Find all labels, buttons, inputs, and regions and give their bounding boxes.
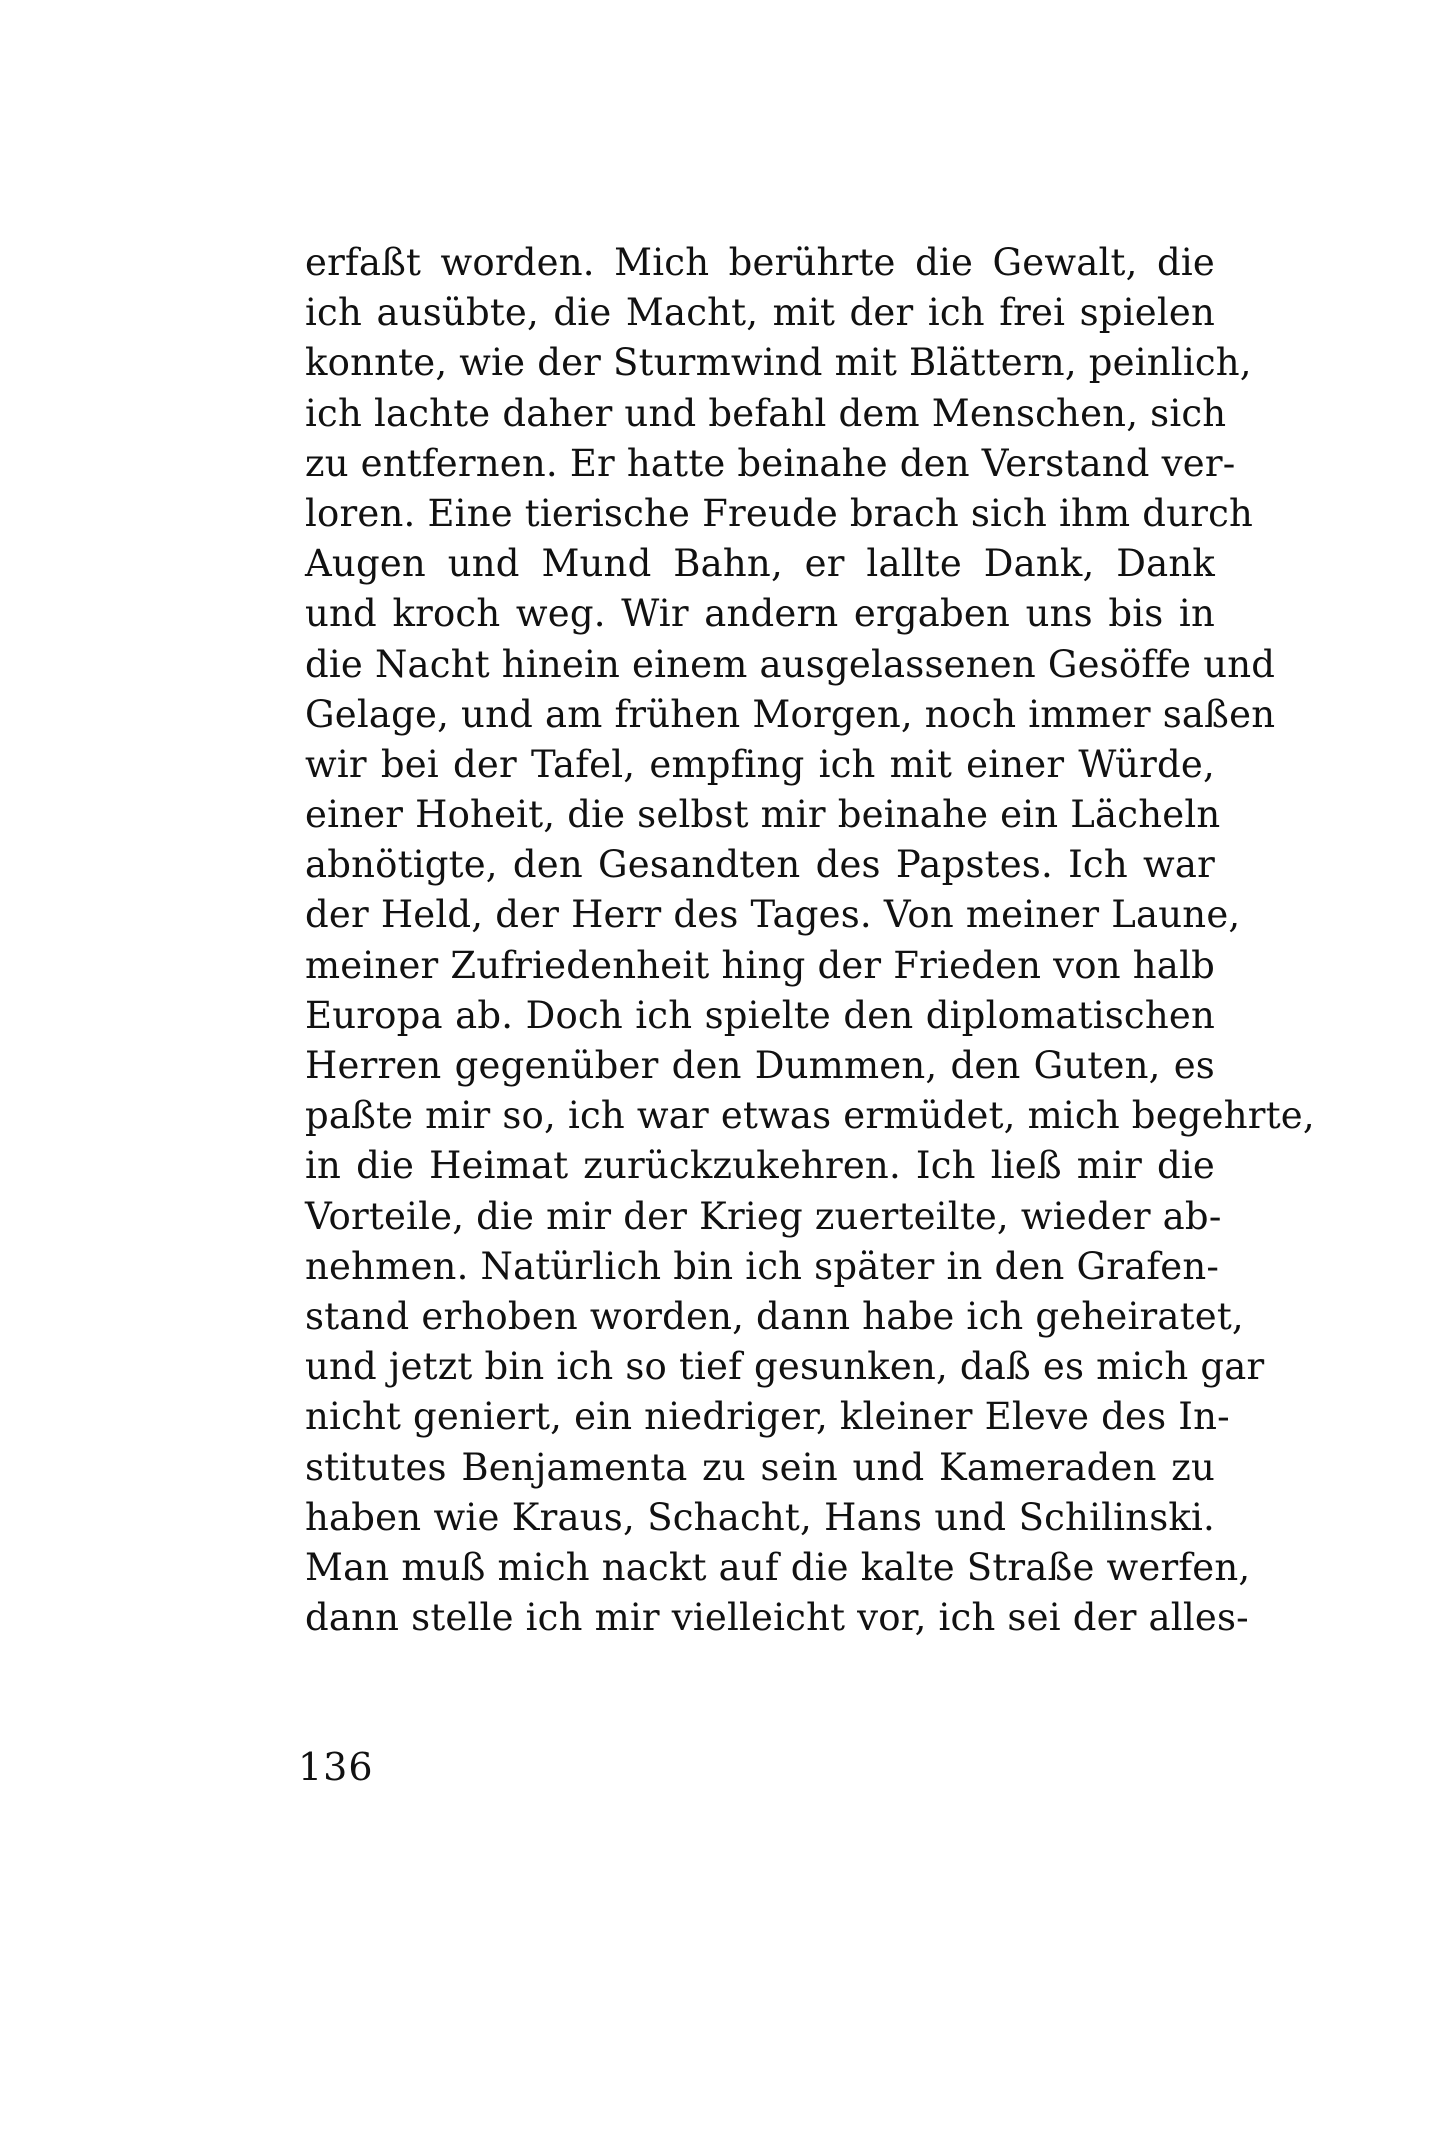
- text-line: ich ausübte, die Macht, mit der ich frei spielen: [305, 291, 1215, 335]
- text-line: zu entfernen. Er hatte beinahe den Verstand ver-: [305, 441, 1236, 485]
- text-line: und kroch weg. Wir andern ergaben uns bis in: [305, 592, 1215, 636]
- text-line: ich lachte daher und befahl dem Menschen, sich: [305, 391, 1227, 435]
- text-line: wir bei der Tafel, empfing ich mit einer Würde,: [305, 742, 1215, 786]
- text-line: in die Heimat zurückzukehren. Ich ließ mir die: [305, 1144, 1215, 1188]
- text-line: der Held, der Herr des Tages. Von meiner Laune,: [305, 893, 1241, 937]
- text-line: haben wie Kraus, Schacht, Hans und Schilinski.: [305, 1495, 1215, 1539]
- text-line: und jetzt bin ich so tief gesunken, daß es mich gar: [305, 1345, 1265, 1389]
- page-number: 136: [298, 1745, 374, 1789]
- body-text: [305, 238, 1315, 1643]
- text-line: erfaßt worden. Mich berührte die Gewalt, die: [305, 241, 1215, 284]
- text-line: stitutes Benjamenta zu sein und Kameraden zu: [305, 1445, 1215, 1489]
- text-line: stand erhoben worden, dann habe ich geheiratet,: [305, 1294, 1244, 1338]
- text-line: paßte mir so, ich war etwas ermüdet, mich begehrte,: [305, 1094, 1315, 1138]
- text-line: Europa ab. Doch ich spielte den diplomatischen: [305, 993, 1215, 1037]
- text-line: meiner Zufriedenheit hing der Frieden von halb: [305, 943, 1215, 987]
- text-line: Augen und Mund Bahn, er lallte Dank, Dank: [305, 542, 1215, 586]
- text-line: dann stelle ich mir vielleicht vor, ich sei der alles-: [305, 1596, 1249, 1640]
- text-line: Gelage, und am frühen Morgen, noch immer saßen: [305, 692, 1276, 736]
- text-line: Herren gegenüber den Dummen, den Guten, es: [305, 1044, 1215, 1087]
- text-line: die Nacht hinein einem ausgelassenen Gesöffe und: [305, 642, 1276, 686]
- text-line: loren. Eine tierische Freude brach sich ihm durch: [305, 491, 1254, 535]
- text-line: abnötigte, den Gesandten des Papstes. Ich war: [305, 843, 1215, 887]
- text-line: nehmen. Natürlich bin ich später in den Grafen-: [305, 1244, 1220, 1288]
- text-line: Vorteile, die mir der Krieg zuerteilte, wieder ab-: [305, 1194, 1222, 1238]
- text-line: Man muß mich nackt auf die kalte Straße werfen,: [305, 1545, 1251, 1589]
- text-line: konnte, wie der Sturmwind mit Blättern, peinlich,: [305, 341, 1252, 385]
- text-line: einer Hoheit, die selbst mir beinahe ein Lächeln: [305, 793, 1221, 837]
- text-line: nicht geniert, ein niedriger, kleiner Eleve des In-: [305, 1395, 1230, 1439]
